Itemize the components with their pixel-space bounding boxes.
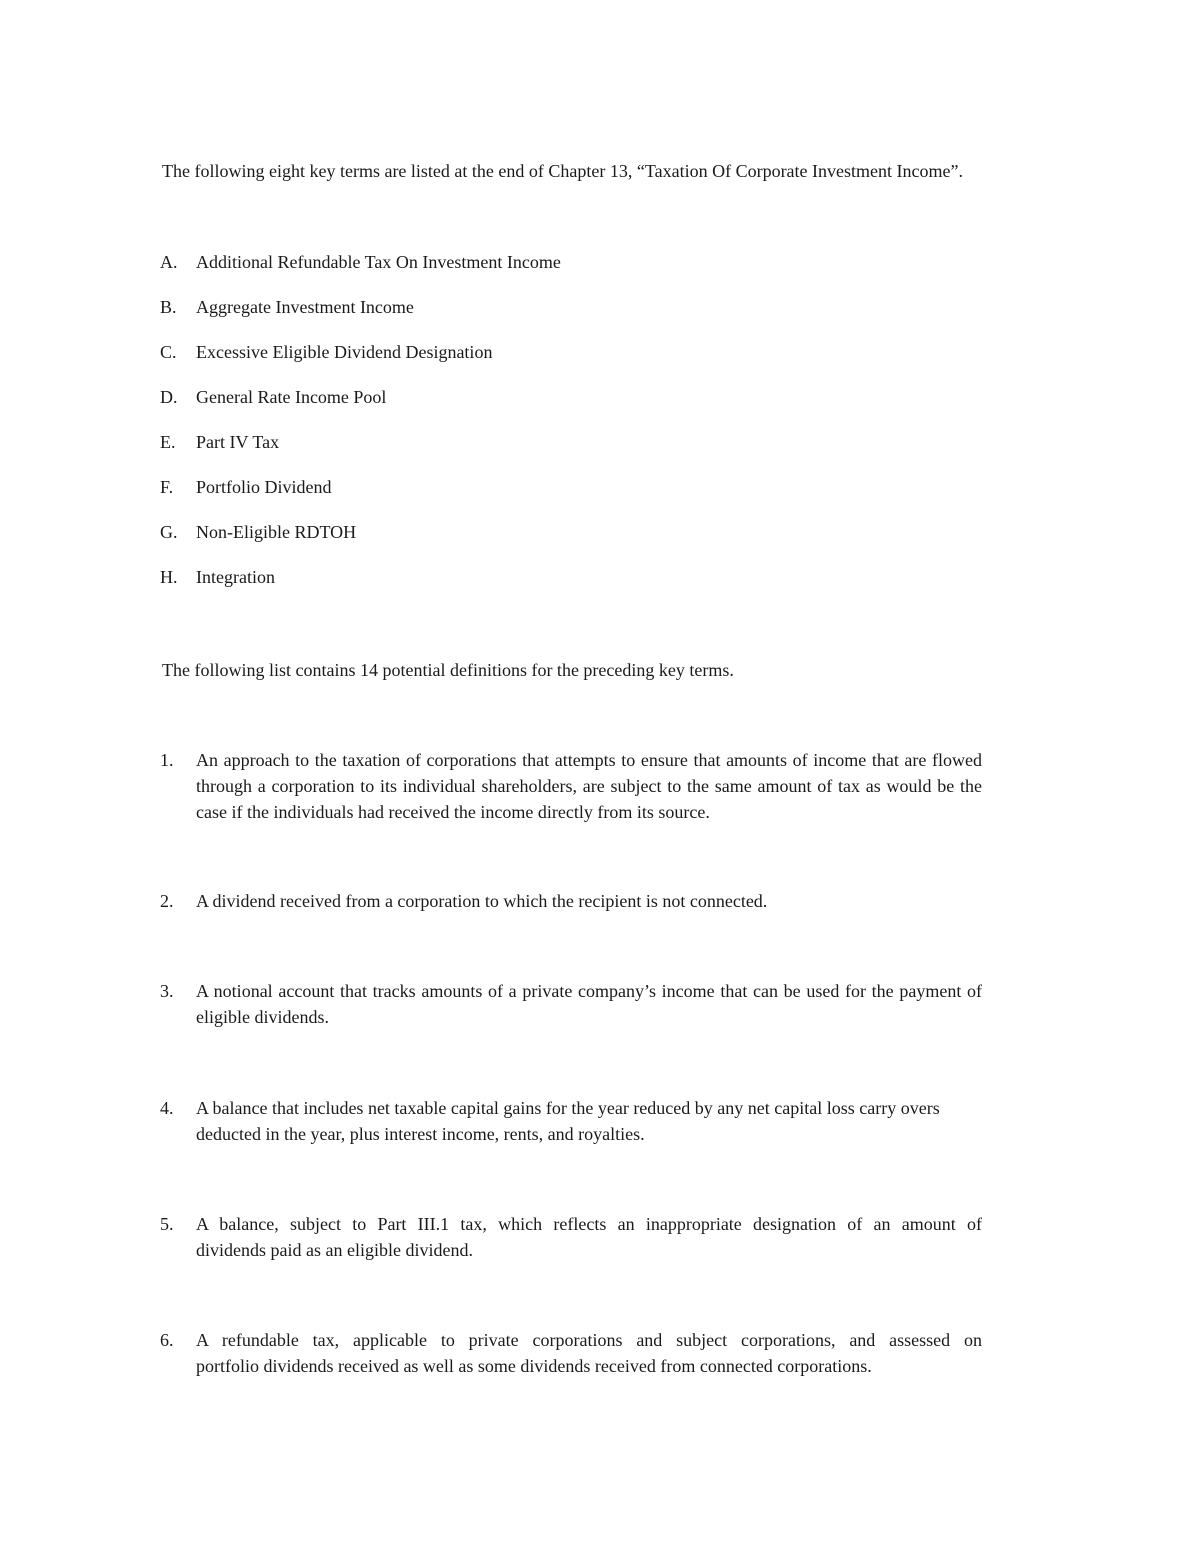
term-letter: A.: [160, 252, 178, 272]
list-item: [160, 249, 860, 275]
definition-line: dividends paid as an eligible dividend.: [196, 1240, 473, 1260]
definition-line: A dividend received from a corporation to which the recipient is not connected.: [196, 891, 768, 911]
term-label: Excessive Eligible Dividend Designation: [196, 342, 493, 362]
definition-item: [160, 888, 1060, 914]
term-letter: F.: [160, 477, 174, 497]
term-letter: E.: [160, 432, 176, 452]
list-item: [160, 384, 860, 410]
definition-line: case if the individuals had received the income directly from its source.: [196, 802, 710, 822]
list-item: [160, 339, 860, 365]
definition-line: eligible dividends.: [196, 1007, 329, 1027]
term-label: Portfolio Dividend: [196, 477, 332, 497]
definition-number: 6.: [160, 1330, 174, 1350]
definition-text: [196, 747, 1060, 825]
definition-number: 4.: [160, 1098, 174, 1118]
definition-line: deducted in the year, plus interest income, rents, and royalties.: [196, 1124, 645, 1144]
definition-number: 1.: [160, 750, 174, 770]
term-letter: C.: [160, 342, 177, 362]
definition-line: through a corporation to its individual shareholders, are subject to the same amount of tax as would be the: [196, 776, 982, 796]
intro-paragraph: The following eight key terms are listed at the end of Chapter 13, “Taxation Of Corporate Investment Income”.: [162, 161, 963, 181]
term-label: General Rate Income Pool: [196, 387, 387, 407]
definition-text: [196, 1211, 1060, 1263]
term-label: Non-Eligible RDTOH: [196, 522, 357, 542]
term-label: Integration: [196, 567, 275, 587]
term-letter: D.: [160, 387, 178, 407]
term-label: Aggregate Investment Income: [196, 297, 414, 317]
definition-item: [160, 1095, 1060, 1147]
definition-line: A balance that includes net taxable capital gains for the year reduced by any net capital loss carry overs: [196, 1098, 940, 1118]
definition-number: 5.: [160, 1214, 174, 1234]
term-label: Part IV Tax: [196, 432, 280, 452]
definition-text: [196, 978, 1060, 1030]
term-label: Additional Refundable Tax On Investment Income: [196, 252, 561, 272]
definition-number: 2.: [160, 891, 174, 911]
definition-line: A notional account that tracks amounts of a private company’s income that can be used for the payment of: [196, 981, 982, 1001]
definitions-intro: The following list contains 14 potential definitions for the preceding key terms.: [162, 660, 734, 680]
definition-item: [160, 978, 1060, 1030]
definition-line: portfolio dividends received as well as some dividends received from connected corporations.: [196, 1356, 872, 1376]
list-item: [160, 519, 860, 545]
term-letter: G.: [160, 522, 178, 542]
definition-text: [196, 1327, 1060, 1379]
list-item: [160, 294, 860, 320]
definition-line: A refundable tax, applicable to private corporations and subject corporations, and assessed on: [196, 1330, 982, 1350]
definition-text: [196, 888, 1060, 914]
list-item: [160, 474, 860, 500]
list-item: [160, 564, 860, 590]
definition-line: A balance, subject to Part III.1 tax, which reflects an inappropriate designation of an amount of: [196, 1214, 982, 1234]
term-letter: H.: [160, 567, 178, 587]
definition-item: [160, 747, 1060, 825]
definition-text: [196, 1095, 1060, 1147]
definition-item: [160, 1327, 1060, 1379]
definition-number: 3.: [160, 981, 174, 1001]
list-item: [160, 429, 860, 455]
term-letter: B.: [160, 297, 177, 317]
definition-item: [160, 1211, 1060, 1263]
definition-line: An approach to the taxation of corporations that attempts to ensure that amounts of income that are flowed: [196, 750, 982, 770]
